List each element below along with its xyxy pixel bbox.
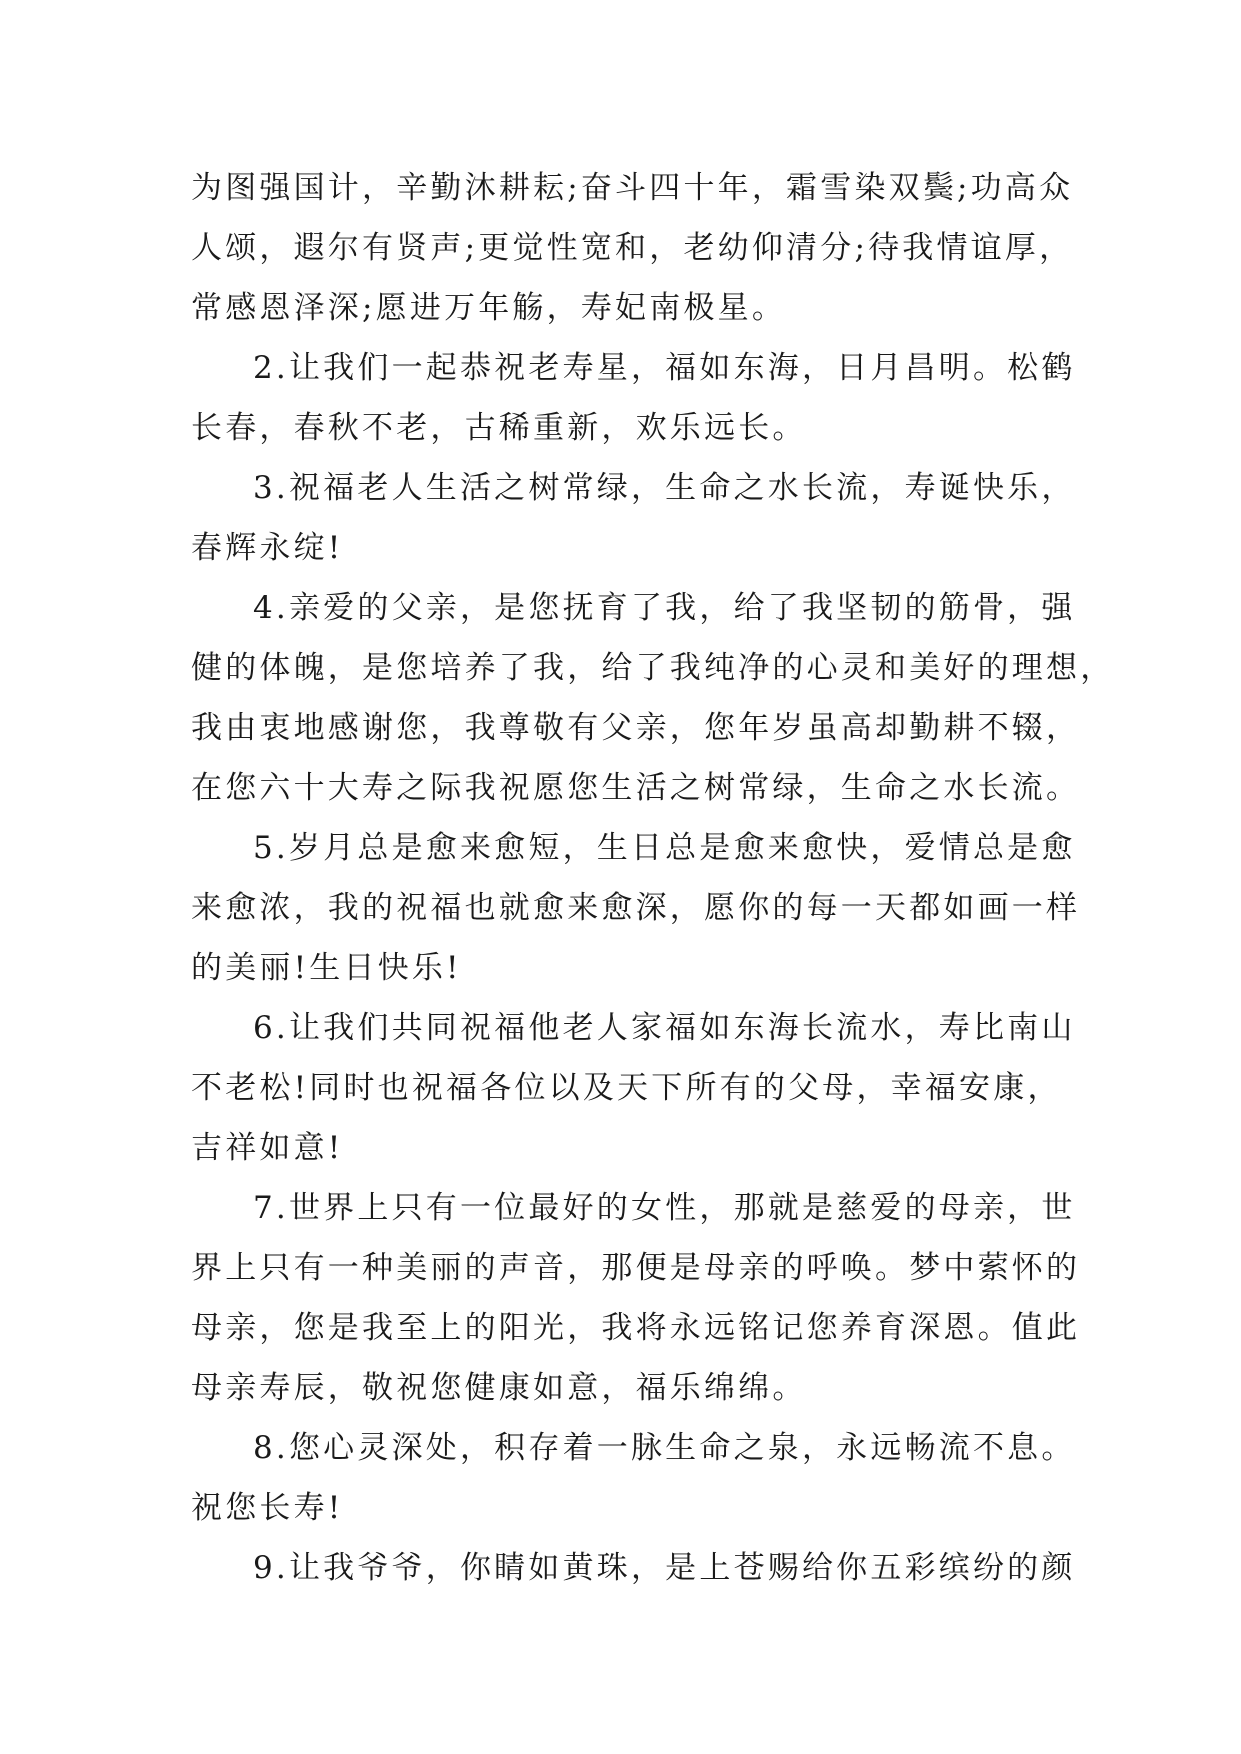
text-line: 7.世界上只有一位最好的女性，那就是慈爱的母亲，世 (253, 1190, 1076, 1226)
text-line: 春辉永绽! (191, 530, 344, 566)
text-line: 8.您心灵深处，积存着一脉生命之泉，永远畅流不息。 (253, 1430, 1076, 1466)
text-line: 在您六十大寿之际我祝愿您生活之树常绿，生命之水长流。 (191, 770, 1081, 806)
text-line: 长春，春秋不老，古稀重新，欢乐远长。 (191, 410, 807, 446)
text-line: 母亲寿辰，敬祝您健康如意，福乐绵绵。 (191, 1370, 807, 1406)
text-line: 3.祝福老人生活之树常绿，生命之水长流，寿诞快乐， (253, 470, 1076, 506)
text-line: 界上只有一种美丽的声音，那便是母亲的呼唤。梦中萦怀的 (191, 1250, 1081, 1286)
text-line: 6.让我们共同祝福他老人家福如东海长流水，寿比南山 (253, 1010, 1076, 1046)
text-line: 人颂，遐尔有贤声;更觉性宽和，老幼仰清分;待我情谊厚， (191, 230, 1074, 266)
text-line: 2.让我们一起恭祝老寿星，福如东海，日月昌明。松鹤 (253, 350, 1076, 386)
body-text (191, 158, 1115, 1598)
text-line: 9.让我爷爷，你睛如黄珠，是上苍赐给你五彩缤纷的颜 (253, 1550, 1076, 1586)
text-line: 来愈浓，我的祝福也就愈来愈深，愿你的每一天都如画一样 (191, 890, 1081, 926)
text-line: 祝您长寿! (191, 1490, 344, 1526)
text-line: 5.岁月总是愈来愈短，生日总是愈来愈快，爱情总是愈 (253, 830, 1076, 866)
text-line: 健的体魄，是您培养了我，给了我纯净的心灵和美好的理想， (191, 650, 1115, 686)
text-line: 母亲，您是我至上的阳光，我将永远铭记您养育深恩。值此 (191, 1310, 1081, 1346)
text-line: 不老松!同时也祝福各位以及天下所有的父母，幸福安康， (191, 1070, 1062, 1106)
text-line: 常感恩泽深;愿进万年觞，寿妃南极星。 (191, 290, 787, 326)
text-line: 我由衷地感谢您，我尊敬有父亲，您年岁虽高却勤耕不辍， (191, 710, 1081, 746)
text-line: 为图强国计，辛勤沐耕耘;奋斗四十年，霜雪染双鬓;功高众 (191, 170, 1074, 206)
text-line: 的美丽!生日快乐! (191, 950, 462, 986)
text-line: 吉祥如意! (191, 1130, 344, 1166)
text-line: 4.亲爱的父亲，是您抚育了我，给了我坚韧的筋骨，强 (253, 590, 1076, 626)
